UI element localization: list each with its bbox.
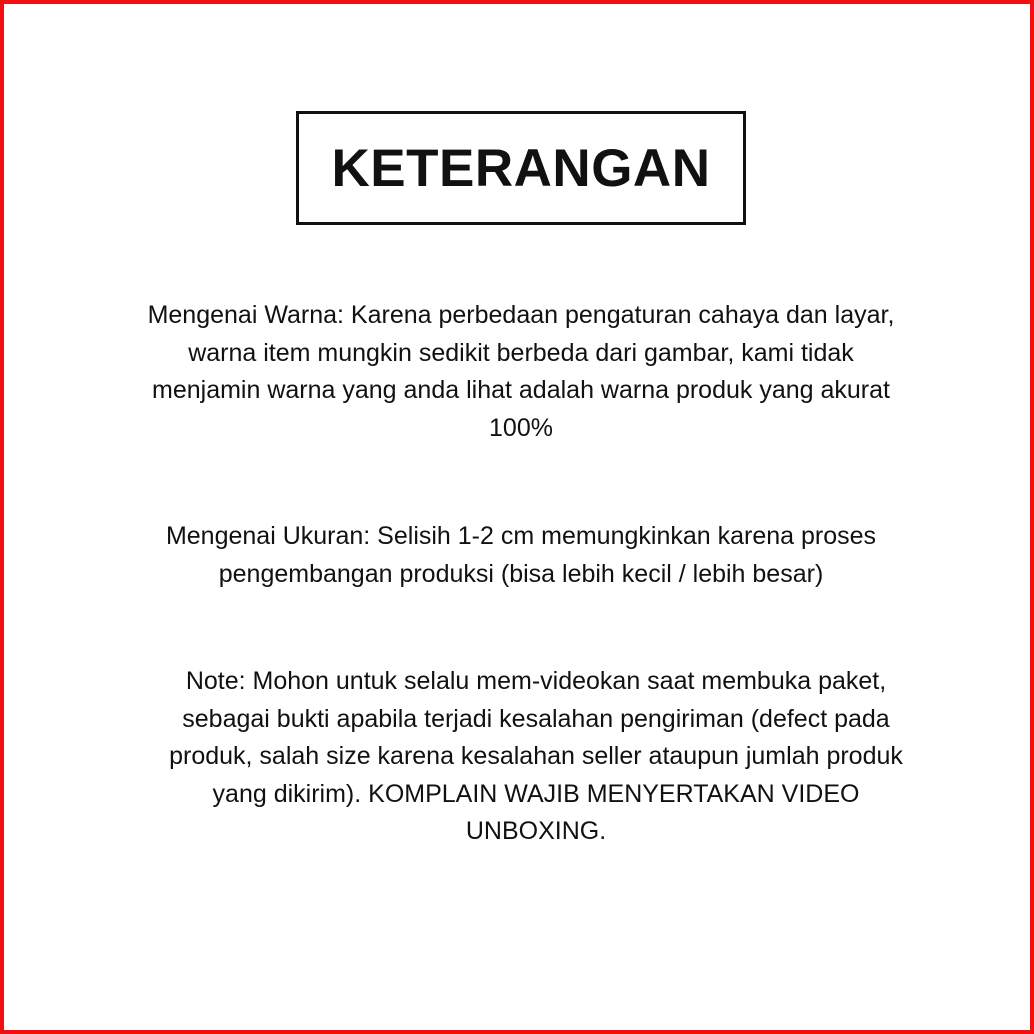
unboxing-note-line: yang dikirim). KOMPLAIN WAJIB MENYERTAKAN VIDEO — [212, 779, 860, 808]
page-title: KETERANGAN — [331, 138, 711, 198]
size-notice-line: pengembangan produksi (bisa lebih kecil / lebih besar) — [218, 559, 824, 588]
color-notice-line: menjamin warna yang anda lihat adalah warna produk yang akurat — [152, 376, 890, 404]
color-notice-line: Mengenai Warna: Karena perbedaan pengaturan cahaya dan layar, — [147, 301, 895, 329]
color-notice-line: warna item mungkin sedikit berbeda dari gambar, kami tidak — [188, 338, 854, 367]
color-notice-line: 100% — [489, 413, 553, 442]
color-notice — [104, 297, 938, 447]
title-box — [296, 111, 746, 225]
unboxing-note-line: sebagai bukti apabila terjadi kesalahan pengiriman (defect pada — [182, 704, 890, 733]
size-notice-line: Mengenai Ukuran: Selisih 1-2 cm memungkinkan karena proses — [165, 522, 877, 550]
unboxing-note-line: UNBOXING. — [465, 817, 607, 845]
size-notice — [104, 518, 938, 593]
unboxing-note-line: Note: Mohon untuk selalu mem-videokan saat membuka paket, — [185, 667, 887, 695]
unboxing-note — [122, 663, 950, 851]
unboxing-note-line: produk, salah size karena kesalahan seller ataupun jumlah produk — [169, 742, 903, 770]
